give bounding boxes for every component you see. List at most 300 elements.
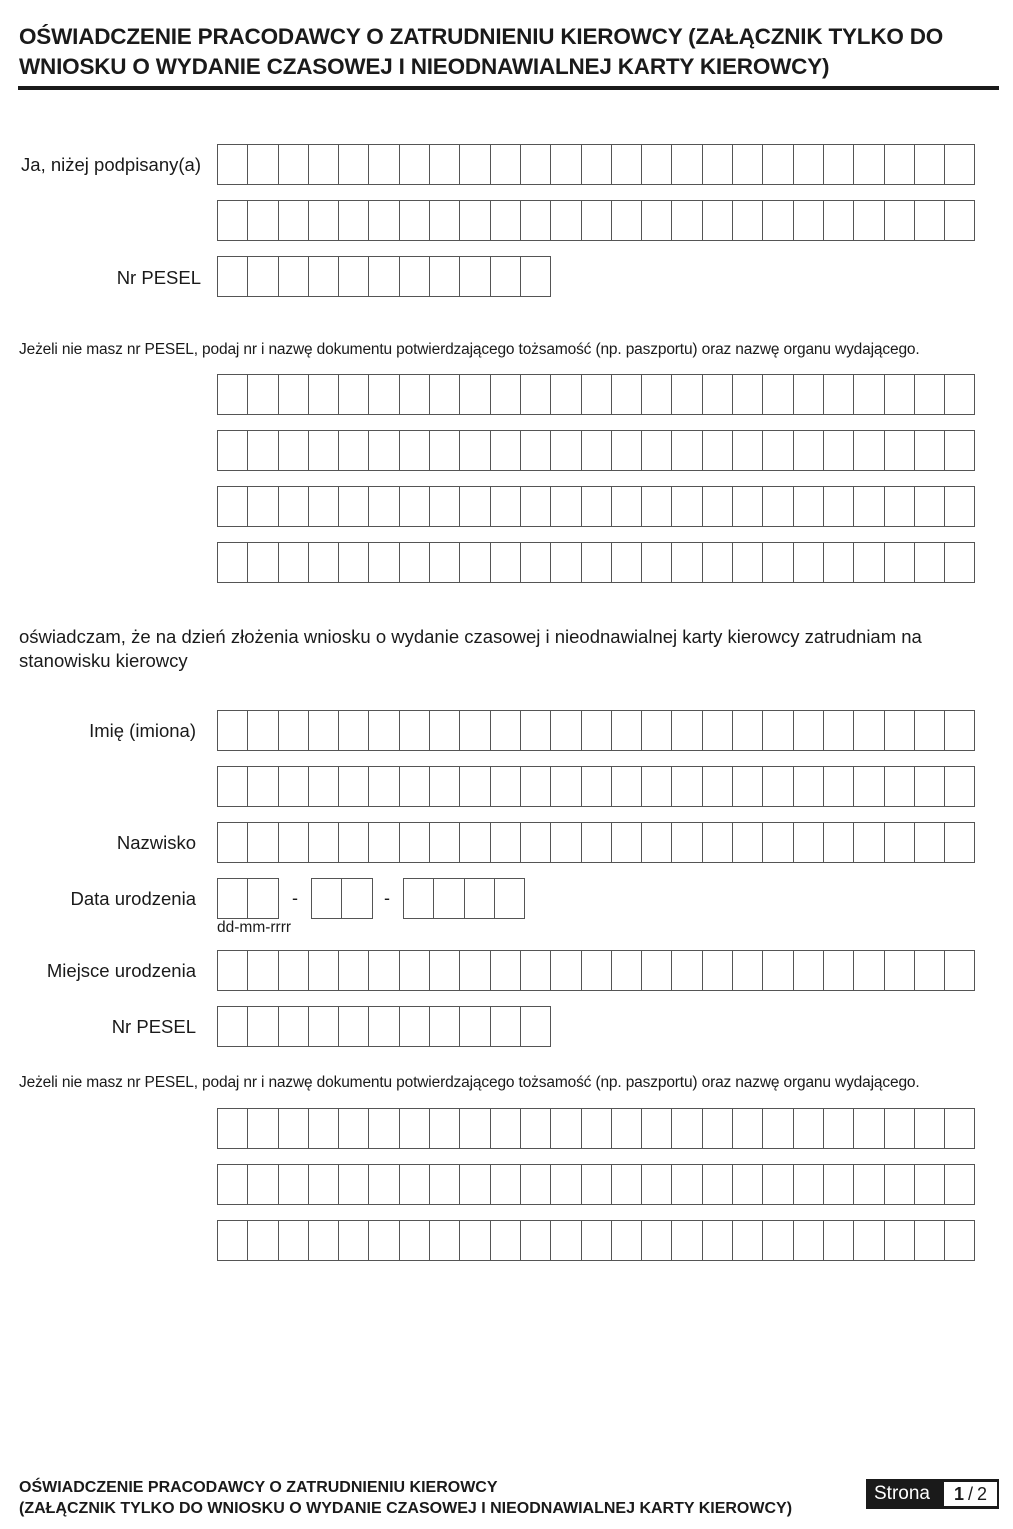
- character-box[interactable]: [247, 542, 278, 583]
- character-box[interactable]: [368, 486, 399, 527]
- character-box[interactable]: [459, 542, 490, 583]
- character-box[interactable]: [308, 200, 339, 241]
- character-box[interactable]: [641, 710, 672, 751]
- character-box[interactable]: [702, 1220, 733, 1261]
- character-box[interactable]: [308, 374, 339, 415]
- character-box[interactable]: [702, 1108, 733, 1149]
- character-box[interactable]: [308, 256, 339, 297]
- character-box[interactable]: [884, 766, 915, 807]
- character-box[interactable]: [793, 374, 824, 415]
- character-box[interactable]: [490, 1108, 521, 1149]
- character-box[interactable]: [490, 144, 521, 185]
- character-box[interactable]: [247, 374, 278, 415]
- character-box[interactable]: [944, 1220, 975, 1261]
- character-box[interactable]: [399, 766, 430, 807]
- character-box[interactable]: [581, 542, 612, 583]
- signer-name-field-line-1[interactable]: [217, 144, 974, 185]
- character-box[interactable]: [944, 822, 975, 863]
- character-box[interactable]: [217, 486, 248, 527]
- character-box[interactable]: [550, 950, 581, 991]
- character-box[interactable]: [550, 430, 581, 471]
- character-box[interactable]: [581, 144, 612, 185]
- character-box[interactable]: [823, 542, 854, 583]
- character-box[interactable]: [490, 950, 521, 991]
- character-box[interactable]: [399, 1220, 430, 1261]
- character-box[interactable]: [884, 1108, 915, 1149]
- character-box[interactable]: [671, 144, 702, 185]
- character-box[interactable]: [459, 1220, 490, 1261]
- character-box[interactable]: [671, 950, 702, 991]
- character-box[interactable]: [278, 1006, 309, 1047]
- character-box[interactable]: [823, 374, 854, 415]
- character-box[interactable]: [278, 542, 309, 583]
- character-box[interactable]: [368, 1164, 399, 1205]
- character-box[interactable]: [702, 1164, 733, 1205]
- character-box[interactable]: [429, 766, 460, 807]
- character-box[interactable]: [308, 766, 339, 807]
- character-box[interactable]: [611, 144, 642, 185]
- character-box[interactable]: [671, 200, 702, 241]
- character-box[interactable]: [641, 200, 672, 241]
- character-box[interactable]: [399, 822, 430, 863]
- character-box[interactable]: [433, 878, 464, 919]
- character-box[interactable]: [944, 950, 975, 991]
- character-box[interactable]: [914, 1220, 945, 1261]
- driver-pesel-field[interactable]: [217, 1006, 550, 1047]
- character-box[interactable]: [853, 374, 884, 415]
- character-box[interactable]: [793, 1164, 824, 1205]
- character-box[interactable]: [884, 144, 915, 185]
- character-box[interactable]: [581, 822, 612, 863]
- character-box[interactable]: [368, 144, 399, 185]
- birth-date-month-field[interactable]: [311, 878, 372, 919]
- signer-id-document-line-1[interactable]: [217, 374, 974, 415]
- character-box[interactable]: [793, 200, 824, 241]
- character-box[interactable]: [702, 822, 733, 863]
- character-box[interactable]: [823, 1164, 854, 1205]
- character-box[interactable]: [338, 1108, 369, 1149]
- character-box[interactable]: [944, 374, 975, 415]
- character-box[interactable]: [459, 766, 490, 807]
- character-box[interactable]: [581, 1164, 612, 1205]
- character-box[interactable]: [217, 144, 248, 185]
- character-box[interactable]: [494, 878, 525, 919]
- character-box[interactable]: [338, 1164, 369, 1205]
- character-box[interactable]: [853, 710, 884, 751]
- character-box[interactable]: [732, 144, 763, 185]
- character-box[interactable]: [278, 200, 309, 241]
- character-box[interactable]: [702, 486, 733, 527]
- character-box[interactable]: [550, 542, 581, 583]
- character-box[interactable]: [520, 1006, 551, 1047]
- character-box[interactable]: [793, 710, 824, 751]
- character-box[interactable]: [399, 950, 430, 991]
- character-box[interactable]: [338, 766, 369, 807]
- character-box[interactable]: [732, 1220, 763, 1261]
- character-box[interactable]: [490, 486, 521, 527]
- character-box[interactable]: [520, 1164, 551, 1205]
- character-box[interactable]: [459, 374, 490, 415]
- character-box[interactable]: [459, 1164, 490, 1205]
- character-box[interactable]: [732, 710, 763, 751]
- character-box[interactable]: [611, 1164, 642, 1205]
- character-box[interactable]: [581, 430, 612, 471]
- character-box[interactable]: [581, 1220, 612, 1261]
- character-box[interactable]: [823, 430, 854, 471]
- character-box[interactable]: [459, 822, 490, 863]
- character-box[interactable]: [611, 710, 642, 751]
- driver-first-name-field-line-2[interactable]: [217, 766, 974, 807]
- character-box[interactable]: [278, 144, 309, 185]
- character-box[interactable]: [278, 430, 309, 471]
- character-box[interactable]: [550, 710, 581, 751]
- character-box[interactable]: [550, 1220, 581, 1261]
- character-box[interactable]: [641, 766, 672, 807]
- character-box[interactable]: [762, 374, 793, 415]
- character-box[interactable]: [914, 374, 945, 415]
- character-box[interactable]: [914, 200, 945, 241]
- character-box[interactable]: [762, 486, 793, 527]
- character-box[interactable]: [550, 822, 581, 863]
- character-box[interactable]: [762, 766, 793, 807]
- character-box[interactable]: [520, 1108, 551, 1149]
- driver-id-document-line-1[interactable]: [217, 1108, 974, 1149]
- character-box[interactable]: [671, 430, 702, 471]
- character-box[interactable]: [368, 710, 399, 751]
- character-box[interactable]: [702, 200, 733, 241]
- character-box[interactable]: [490, 542, 521, 583]
- character-box[interactable]: [944, 766, 975, 807]
- character-box[interactable]: [671, 766, 702, 807]
- character-box[interactable]: [217, 374, 248, 415]
- character-box[interactable]: [914, 1108, 945, 1149]
- character-box[interactable]: [278, 950, 309, 991]
- character-box[interactable]: [762, 1108, 793, 1149]
- character-box[interactable]: [217, 256, 248, 297]
- character-box[interactable]: [823, 200, 854, 241]
- character-box[interactable]: [762, 200, 793, 241]
- character-box[interactable]: [853, 430, 884, 471]
- character-box[interactable]: [702, 144, 733, 185]
- character-box[interactable]: [429, 200, 460, 241]
- character-box[interactable]: [520, 486, 551, 527]
- character-box[interactable]: [823, 1108, 854, 1149]
- character-box[interactable]: [944, 144, 975, 185]
- character-box[interactable]: [641, 374, 672, 415]
- character-box[interactable]: [581, 374, 612, 415]
- character-box[interactable]: [793, 766, 824, 807]
- character-box[interactable]: [308, 144, 339, 185]
- character-box[interactable]: [671, 486, 702, 527]
- character-box[interactable]: [429, 1220, 460, 1261]
- character-box[interactable]: [671, 1108, 702, 1149]
- character-box[interactable]: [641, 542, 672, 583]
- character-box[interactable]: [278, 1108, 309, 1149]
- character-box[interactable]: [308, 822, 339, 863]
- character-box[interactable]: [217, 430, 248, 471]
- character-box[interactable]: [944, 486, 975, 527]
- character-box[interactable]: [278, 486, 309, 527]
- character-box[interactable]: [884, 710, 915, 751]
- character-box[interactable]: [520, 144, 551, 185]
- character-box[interactable]: [884, 1220, 915, 1261]
- character-box[interactable]: [341, 878, 372, 919]
- character-box[interactable]: [611, 950, 642, 991]
- character-box[interactable]: [641, 1164, 672, 1205]
- character-box[interactable]: [368, 200, 399, 241]
- character-box[interactable]: [732, 430, 763, 471]
- character-box[interactable]: [823, 822, 854, 863]
- character-box[interactable]: [429, 950, 460, 991]
- character-box[interactable]: [217, 1220, 248, 1261]
- character-box[interactable]: [311, 878, 342, 919]
- character-box[interactable]: [368, 1220, 399, 1261]
- signer-id-document-line-4[interactable]: [217, 542, 974, 583]
- character-box[interactable]: [429, 256, 460, 297]
- character-box[interactable]: [853, 766, 884, 807]
- character-box[interactable]: [217, 200, 248, 241]
- character-box[interactable]: [581, 200, 612, 241]
- character-box[interactable]: [581, 766, 612, 807]
- character-box[interactable]: [702, 766, 733, 807]
- character-box[interactable]: [671, 542, 702, 583]
- character-box[interactable]: [944, 1164, 975, 1205]
- character-box[interactable]: [217, 1164, 248, 1205]
- signer-name-field-line-2[interactable]: [217, 200, 974, 241]
- character-box[interactable]: [611, 822, 642, 863]
- character-box[interactable]: [944, 1108, 975, 1149]
- character-box[interactable]: [793, 822, 824, 863]
- character-box[interactable]: [429, 144, 460, 185]
- character-box[interactable]: [459, 430, 490, 471]
- character-box[interactable]: [247, 144, 278, 185]
- character-box[interactable]: [671, 1220, 702, 1261]
- character-box[interactable]: [490, 1164, 521, 1205]
- character-box[interactable]: [459, 200, 490, 241]
- character-box[interactable]: [459, 1006, 490, 1047]
- character-box[interactable]: [247, 1108, 278, 1149]
- character-box[interactable]: [459, 486, 490, 527]
- character-box[interactable]: [732, 950, 763, 991]
- character-box[interactable]: [520, 710, 551, 751]
- character-box[interactable]: [581, 1108, 612, 1149]
- character-box[interactable]: [884, 430, 915, 471]
- character-box[interactable]: [671, 822, 702, 863]
- character-box[interactable]: [368, 542, 399, 583]
- character-box[interactable]: [762, 542, 793, 583]
- character-box[interactable]: [308, 1108, 339, 1149]
- character-box[interactable]: [247, 710, 278, 751]
- character-box[interactable]: [429, 822, 460, 863]
- character-box[interactable]: [732, 542, 763, 583]
- character-box[interactable]: [611, 766, 642, 807]
- character-box[interactable]: [464, 878, 495, 919]
- birth-date-year-field[interactable]: [403, 878, 524, 919]
- character-box[interactable]: [247, 430, 278, 471]
- character-box[interactable]: [914, 766, 945, 807]
- character-box[interactable]: [884, 200, 915, 241]
- character-box[interactable]: [611, 200, 642, 241]
- character-box[interactable]: [338, 256, 369, 297]
- character-box[interactable]: [247, 766, 278, 807]
- character-box[interactable]: [368, 256, 399, 297]
- character-box[interactable]: [338, 542, 369, 583]
- character-box[interactable]: [793, 542, 824, 583]
- character-box[interactable]: [914, 542, 945, 583]
- driver-birth-place-field[interactable]: [217, 950, 974, 991]
- character-box[interactable]: [641, 822, 672, 863]
- character-box[interactable]: [914, 430, 945, 471]
- birth-date-day-field[interactable]: [217, 878, 278, 919]
- character-box[interactable]: [308, 1006, 339, 1047]
- character-box[interactable]: [338, 486, 369, 527]
- character-box[interactable]: [611, 374, 642, 415]
- character-box[interactable]: [762, 1164, 793, 1205]
- character-box[interactable]: [429, 1164, 460, 1205]
- character-box[interactable]: [490, 766, 521, 807]
- character-box[interactable]: [247, 1220, 278, 1261]
- character-box[interactable]: [550, 486, 581, 527]
- character-box[interactable]: [853, 542, 884, 583]
- character-box[interactable]: [459, 950, 490, 991]
- character-box[interactable]: [490, 710, 521, 751]
- driver-last-name-field[interactable]: [217, 822, 974, 863]
- character-box[interactable]: [247, 486, 278, 527]
- character-box[interactable]: [368, 766, 399, 807]
- character-box[interactable]: [247, 200, 278, 241]
- character-box[interactable]: [702, 710, 733, 751]
- character-box[interactable]: [884, 374, 915, 415]
- character-box[interactable]: [823, 486, 854, 527]
- character-box[interactable]: [490, 1006, 521, 1047]
- character-box[interactable]: [338, 1006, 369, 1047]
- character-box[interactable]: [278, 766, 309, 807]
- character-box[interactable]: [611, 542, 642, 583]
- character-box[interactable]: [368, 1108, 399, 1149]
- character-box[interactable]: [338, 374, 369, 415]
- character-box[interactable]: [914, 486, 945, 527]
- character-box[interactable]: [278, 374, 309, 415]
- character-box[interactable]: [217, 878, 248, 919]
- character-box[interactable]: [611, 1220, 642, 1261]
- character-box[interactable]: [823, 766, 854, 807]
- character-box[interactable]: [217, 766, 248, 807]
- character-box[interactable]: [403, 878, 434, 919]
- character-box[interactable]: [217, 1006, 248, 1047]
- character-box[interactable]: [641, 430, 672, 471]
- character-box[interactable]: [217, 542, 248, 583]
- character-box[interactable]: [399, 256, 430, 297]
- character-box[interactable]: [793, 950, 824, 991]
- character-box[interactable]: [762, 950, 793, 991]
- character-box[interactable]: [884, 542, 915, 583]
- character-box[interactable]: [853, 950, 884, 991]
- character-box[interactable]: [368, 950, 399, 991]
- character-box[interactable]: [459, 710, 490, 751]
- character-box[interactable]: [520, 542, 551, 583]
- character-box[interactable]: [490, 256, 521, 297]
- character-box[interactable]: [581, 710, 612, 751]
- character-box[interactable]: [429, 374, 460, 415]
- character-box[interactable]: [732, 1108, 763, 1149]
- character-box[interactable]: [823, 950, 854, 991]
- character-box[interactable]: [308, 1220, 339, 1261]
- character-box[interactable]: [884, 950, 915, 991]
- character-box[interactable]: [247, 878, 278, 919]
- character-box[interactable]: [671, 374, 702, 415]
- character-box[interactable]: [490, 1220, 521, 1261]
- character-box[interactable]: [520, 822, 551, 863]
- character-box[interactable]: [247, 950, 278, 991]
- character-box[interactable]: [399, 486, 430, 527]
- character-box[interactable]: [914, 710, 945, 751]
- character-box[interactable]: [247, 822, 278, 863]
- character-box[interactable]: [853, 822, 884, 863]
- character-box[interactable]: [944, 542, 975, 583]
- character-box[interactable]: [884, 486, 915, 527]
- character-box[interactable]: [853, 1220, 884, 1261]
- character-box[interactable]: [278, 710, 309, 751]
- character-box[interactable]: [278, 1220, 309, 1261]
- character-box[interactable]: [399, 1164, 430, 1205]
- character-box[interactable]: [581, 486, 612, 527]
- character-box[interactable]: [399, 710, 430, 751]
- signer-pesel-field[interactable]: [217, 256, 550, 297]
- signer-id-document-line-2[interactable]: [217, 430, 974, 471]
- character-box[interactable]: [520, 1220, 551, 1261]
- character-box[interactable]: [520, 256, 551, 297]
- character-box[interactable]: [823, 710, 854, 751]
- character-box[interactable]: [702, 430, 733, 471]
- character-box[interactable]: [459, 1108, 490, 1149]
- character-box[interactable]: [884, 1164, 915, 1205]
- character-box[interactable]: [399, 1108, 430, 1149]
- character-box[interactable]: [368, 1006, 399, 1047]
- character-box[interactable]: [399, 144, 430, 185]
- character-box[interactable]: [429, 710, 460, 751]
- character-box[interactable]: [550, 200, 581, 241]
- character-box[interactable]: [793, 1220, 824, 1261]
- character-box[interactable]: [308, 950, 339, 991]
- character-box[interactable]: [581, 950, 612, 991]
- character-box[interactable]: [490, 430, 521, 471]
- character-box[interactable]: [853, 1108, 884, 1149]
- character-box[interactable]: [914, 822, 945, 863]
- character-box[interactable]: [914, 1164, 945, 1205]
- character-box[interactable]: [368, 822, 399, 863]
- character-box[interactable]: [278, 822, 309, 863]
- character-box[interactable]: [490, 822, 521, 863]
- character-box[interactable]: [853, 486, 884, 527]
- character-box[interactable]: [338, 822, 369, 863]
- character-box[interactable]: [399, 374, 430, 415]
- character-box[interactable]: [429, 1108, 460, 1149]
- driver-id-document-line-3[interactable]: [217, 1220, 974, 1261]
- character-box[interactable]: [671, 1164, 702, 1205]
- character-box[interactable]: [732, 1164, 763, 1205]
- character-box[interactable]: [762, 822, 793, 863]
- character-box[interactable]: [550, 374, 581, 415]
- character-box[interactable]: [853, 144, 884, 185]
- character-box[interactable]: [399, 542, 430, 583]
- character-box[interactable]: [338, 1220, 369, 1261]
- character-box[interactable]: [793, 486, 824, 527]
- character-box[interactable]: [338, 200, 369, 241]
- character-box[interactable]: [641, 1108, 672, 1149]
- character-box[interactable]: [308, 430, 339, 471]
- character-box[interactable]: [247, 1164, 278, 1205]
- character-box[interactable]: [338, 144, 369, 185]
